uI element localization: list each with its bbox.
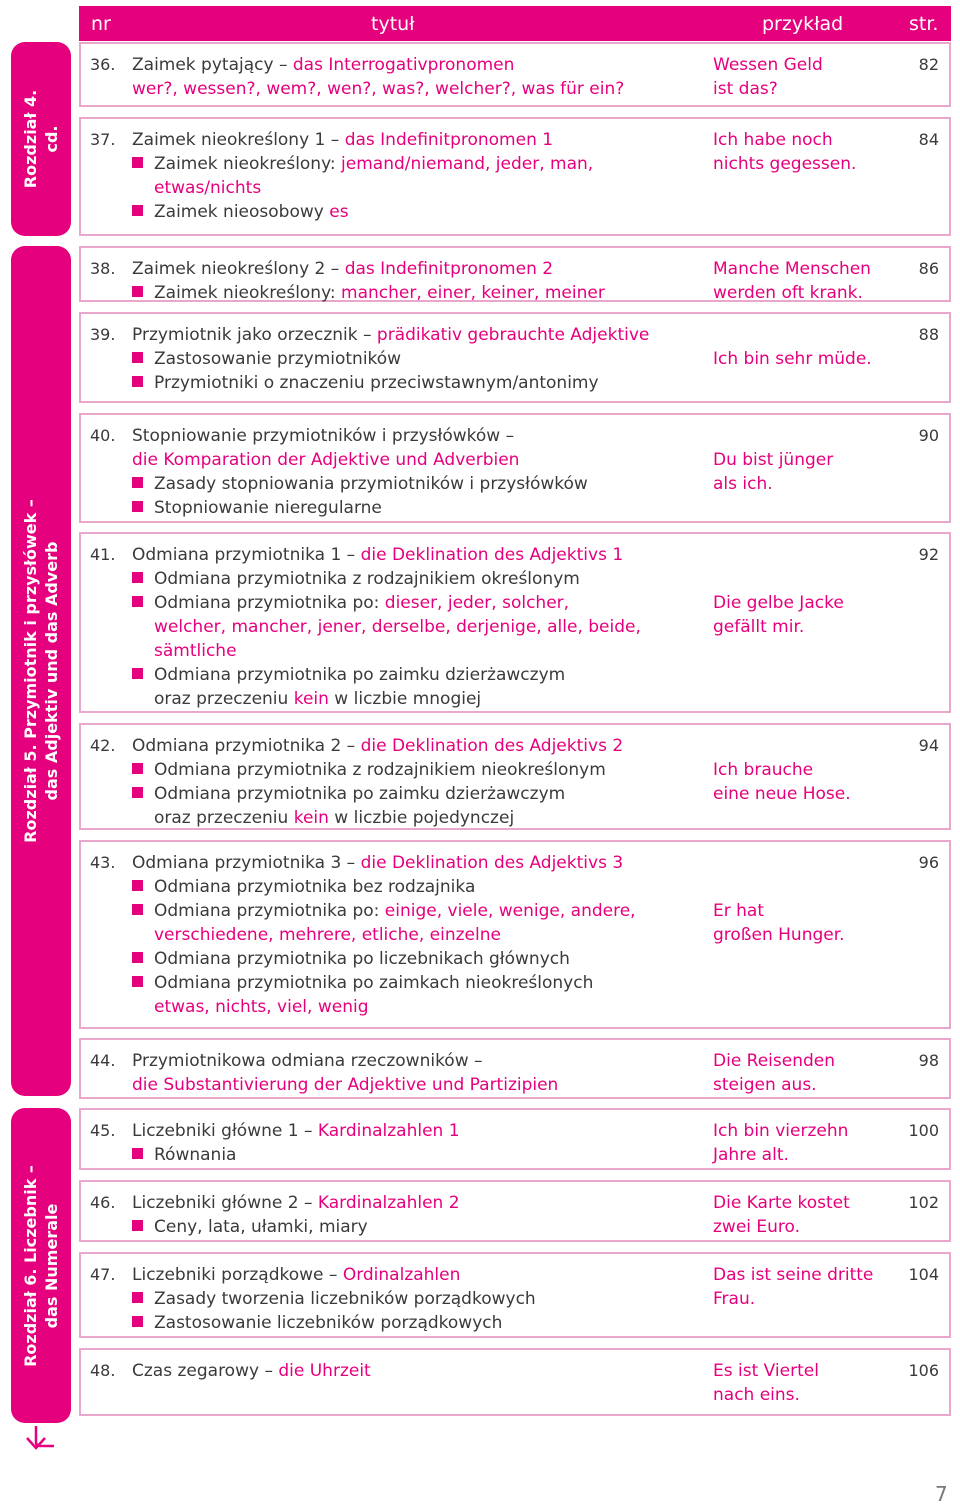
german-term: prädikativ gebrauchte Adjektive	[376, 325, 650, 345]
row-title	[132, 257, 692, 305]
row-example	[713, 1359, 883, 1407]
row-title	[132, 734, 692, 830]
example-line	[713, 851, 883, 875]
example-line: Frau.	[713, 1289, 756, 1309]
german-term: die Komparation der Adjektive und Adverbien	[132, 450, 520, 470]
polish-text: Czas zegarowy –	[132, 1361, 279, 1381]
polish-text: Odmiana przymiotnika po zaimku dzierżawczym	[154, 784, 566, 804]
polish-text: Zaimek nieokreślony 1 –	[132, 130, 345, 150]
example-line	[713, 567, 883, 591]
polish-text: Odmiana przymiotnika po zaimkach nieokreślonych	[154, 973, 594, 993]
row-title	[132, 851, 692, 1019]
polish-text: Odmiana przymiotnika 3 –	[132, 853, 361, 873]
polish-text: w liczbie pojedynczej	[328, 808, 515, 828]
row-example	[713, 1119, 883, 1167]
square-bullet-icon	[132, 205, 143, 216]
header-title: tytuł	[371, 13, 415, 35]
german-term: kein	[293, 689, 329, 709]
title-line	[132, 734, 692, 758]
chapter-sublabel: das Adjektiv und das Adverb	[42, 541, 61, 801]
row-title	[132, 424, 692, 520]
square-bullet-icon	[132, 376, 143, 387]
german-term: die Deklination des Adjektivs 1	[360, 545, 624, 565]
row-page: 82	[918, 55, 939, 74]
polish-text: Odmiana przymiotnika bez rodzajnika	[154, 877, 476, 897]
polish-text: Odmiana przymiotnika z rodzajnikiem nieokreślonym	[154, 760, 606, 780]
row-title	[132, 1191, 692, 1239]
title-line	[132, 591, 692, 615]
german-term: die Deklination des Adjektivs 2	[360, 736, 624, 756]
polish-text: w liczbie mnogiej	[328, 689, 482, 709]
example-line: zwei Euro.	[713, 1217, 801, 1237]
german-term: kein	[293, 808, 329, 828]
title-line	[132, 875, 692, 899]
row-example	[713, 1263, 883, 1311]
row-example	[713, 543, 883, 639]
german-term: sämtliche	[154, 641, 237, 661]
example-line	[713, 875, 883, 899]
arrow-down-icon	[24, 1424, 60, 1452]
example-line: Ich bin vierzehn	[713, 1121, 849, 1141]
german-term: die Uhrzeit	[278, 1361, 371, 1381]
row-page: 102	[908, 1193, 939, 1212]
square-bullet-icon	[132, 157, 143, 168]
german-term: welcher, mancher, jener, derselbe, derjenige, alle, beide,	[154, 617, 641, 637]
example-line: nichts gegessen.	[713, 154, 857, 174]
title-line	[132, 1073, 692, 1097]
square-bullet-icon	[132, 596, 143, 607]
polish-text: Ceny, lata, ułamki, miary	[154, 1217, 368, 1237]
page-number: 7	[935, 1482, 948, 1506]
title-line	[132, 1049, 692, 1073]
table-row	[79, 1038, 951, 1099]
title-line	[132, 496, 692, 520]
row-number: 45.	[90, 1121, 116, 1140]
title-line	[132, 782, 692, 806]
polish-text: Zaimek nieokreślony 2 –	[132, 259, 345, 279]
chapter-tab-6	[11, 1108, 71, 1423]
row-page: 98	[918, 1051, 939, 1070]
table-row	[79, 1348, 951, 1416]
polish-text: oraz przeczeniu	[154, 808, 294, 828]
example-line: Wessen Geld	[713, 55, 823, 75]
chapter-label: Rozdział 4.	[21, 89, 40, 189]
row-title	[132, 1263, 692, 1335]
title-line	[132, 899, 692, 923]
header-example: przykład	[762, 13, 844, 35]
chapter-sublabel: cd.	[42, 125, 61, 153]
row-page: 90	[918, 426, 939, 445]
title-line	[132, 615, 692, 639]
german-term: Kardinalzahlen 1	[317, 1121, 460, 1141]
polish-text: Odmiana przymiotnika po liczebnikach głównych	[154, 949, 570, 969]
title-line	[132, 663, 692, 687]
title-line	[132, 323, 692, 347]
square-bullet-icon	[132, 952, 143, 963]
square-bullet-icon	[132, 668, 143, 679]
example-line: Manche Menschen	[713, 259, 871, 279]
german-term: das Interrogativpronomen	[292, 55, 515, 75]
chapter-sublabel: das Numerale	[42, 1203, 61, 1328]
row-number: 37.	[90, 130, 116, 149]
row-title	[132, 1119, 692, 1167]
example-line: großen Hunger.	[713, 925, 845, 945]
square-bullet-icon	[132, 976, 143, 987]
example-line: ist das?	[713, 79, 778, 99]
title-line	[132, 424, 692, 448]
title-line	[132, 176, 692, 200]
title-line	[132, 1143, 692, 1167]
row-example	[713, 1049, 883, 1097]
table-row	[79, 246, 951, 302]
table-row	[79, 1108, 951, 1170]
chapter-tab-4	[11, 42, 71, 236]
title-line	[132, 53, 692, 77]
row-title	[132, 53, 692, 101]
row-example	[713, 1191, 883, 1239]
polish-text: Przymiotnikowa odmiana rzeczowników –	[132, 1051, 483, 1071]
german-term: das Indefinitpronomen 2	[344, 259, 554, 279]
row-example	[713, 257, 883, 305]
polish-text: Liczebniki główne 2 –	[132, 1193, 318, 1213]
chapter-label: Rozdział 5. Przymiotnik i przysłówek –	[21, 499, 40, 843]
title-line	[132, 347, 692, 371]
row-title	[132, 1359, 692, 1383]
row-example	[713, 851, 883, 947]
polish-text: Przymiotnik jako orzecznik –	[132, 325, 377, 345]
table-row	[79, 413, 951, 523]
example-line: eine neue Hose.	[713, 784, 851, 804]
title-line	[132, 257, 692, 281]
example-line	[713, 734, 883, 758]
example-line: Die Reisenden	[713, 1051, 836, 1071]
row-example	[713, 734, 883, 806]
example-line: als ich.	[713, 474, 773, 494]
row-page: 96	[918, 853, 939, 872]
row-title	[132, 128, 692, 224]
example-line: Die gelbe Jacke	[713, 593, 844, 613]
title-line	[132, 1191, 692, 1215]
example-line: Die Karte kostet	[713, 1193, 850, 1213]
square-bullet-icon	[132, 880, 143, 891]
square-bullet-icon	[132, 904, 143, 915]
title-line	[132, 472, 692, 496]
german-term: Kardinalzahlen 2	[317, 1193, 460, 1213]
example-line: Das ist seine dritte	[713, 1265, 874, 1285]
german-term: die Substantivierung der Adjektive und Partizipien	[132, 1075, 559, 1095]
row-number: 43.	[90, 853, 116, 872]
table-row	[79, 42, 951, 107]
row-number: 47.	[90, 1265, 116, 1284]
title-line	[132, 543, 692, 567]
table-row	[79, 532, 951, 713]
title-line	[132, 923, 692, 947]
example-line: Er hat	[713, 901, 764, 921]
title-line	[132, 1287, 692, 1311]
row-number: 42.	[90, 736, 116, 755]
polish-text: Zastosowanie liczebników porządkowych	[154, 1313, 503, 1333]
example-line: nach eins.	[713, 1385, 800, 1405]
square-bullet-icon	[132, 501, 143, 512]
row-page: 92	[918, 545, 939, 564]
row-example	[713, 53, 883, 101]
example-line	[713, 424, 883, 448]
square-bullet-icon	[132, 1292, 143, 1303]
example-line: Jahre alt.	[713, 1145, 789, 1165]
title-line	[132, 567, 692, 591]
german-term: einige, viele, wenige, andere,	[384, 901, 636, 921]
title-line	[132, 77, 692, 101]
title-line	[132, 758, 692, 782]
row-number: 41.	[90, 545, 116, 564]
title-line	[132, 1263, 692, 1287]
row-example	[713, 424, 883, 496]
row-page: 86	[918, 259, 939, 278]
polish-text: Odmiana przymiotnika 1 –	[132, 545, 361, 565]
title-line	[132, 1215, 692, 1239]
chapter-tab-5	[11, 246, 71, 1096]
polish-text: Liczebniki główne 1 –	[132, 1121, 318, 1141]
title-line	[132, 128, 692, 152]
square-bullet-icon	[132, 763, 143, 774]
german-term: dieser, jeder, solcher,	[384, 593, 570, 613]
polish-text: Odmiana przymiotnika po:	[154, 593, 385, 613]
polish-text: Zastosowanie przymiotników	[154, 349, 402, 369]
square-bullet-icon	[132, 286, 143, 297]
polish-text: Zaimek nieokreślony:	[154, 283, 342, 303]
german-term: etwas, nichts, viel, wenig	[154, 997, 369, 1017]
row-page: 88	[918, 325, 939, 344]
example-line: steigen aus.	[713, 1075, 817, 1095]
header-nr: nr	[91, 13, 111, 35]
example-line	[713, 323, 883, 347]
title-line	[132, 1311, 692, 1335]
square-bullet-icon	[132, 1316, 143, 1327]
title-line	[132, 806, 692, 830]
polish-text: Zaimek nieosobowy	[154, 202, 330, 222]
german-term: wer?, wessen?, wem?, wen?, was?, welcher?, was für ein?	[132, 79, 625, 99]
polish-text: oraz przeczeniu	[154, 689, 294, 709]
polish-text: Stopniowanie przymiotników i przysłówków –	[132, 426, 515, 446]
header-page: str.	[909, 13, 939, 35]
square-bullet-icon	[132, 1220, 143, 1231]
polish-text: Równania	[154, 1145, 237, 1165]
example-line: Du bist jünger	[713, 450, 834, 470]
german-term: verschiedene, mehrere, etliche, einzelne	[154, 925, 501, 945]
polish-text: Zaimek nieokreślony:	[154, 154, 342, 174]
title-line	[132, 687, 692, 711]
table-row	[79, 1180, 951, 1242]
square-bullet-icon	[132, 787, 143, 798]
title-line	[132, 281, 692, 305]
example-line: gefällt mir.	[713, 617, 805, 637]
row-number: 40.	[90, 426, 116, 445]
row-page: 106	[908, 1361, 939, 1380]
title-line	[132, 971, 692, 995]
example-line: Ich habe noch	[713, 130, 833, 150]
row-page: 84	[918, 130, 939, 149]
title-line	[132, 947, 692, 971]
row-page: 100	[908, 1121, 939, 1140]
title-line	[132, 639, 692, 663]
chapter-label: Rozdział 6. Liczebnik –	[21, 1164, 40, 1367]
german-term: jemand/niemand, jeder, man,	[341, 154, 594, 174]
polish-text: Odmiana przymiotnika 2 –	[132, 736, 361, 756]
row-number: 38.	[90, 259, 116, 278]
title-line	[132, 371, 692, 395]
title-line	[132, 152, 692, 176]
title-line	[132, 200, 692, 224]
polish-text: Odmiana przymiotnika po:	[154, 901, 385, 921]
square-bullet-icon	[132, 572, 143, 583]
table-row	[79, 117, 951, 236]
row-page: 104	[908, 1265, 939, 1284]
german-term: Ordinalzahlen	[342, 1265, 461, 1285]
german-term: mancher, einer, keiner, meiner	[341, 283, 605, 303]
title-line	[132, 1359, 692, 1383]
example-line: Es ist Viertel	[713, 1361, 819, 1381]
title-line	[132, 851, 692, 875]
square-bullet-icon	[132, 352, 143, 363]
table-row	[79, 723, 951, 830]
row-number: 46.	[90, 1193, 116, 1212]
row-title	[132, 543, 692, 711]
german-term: das Indefinitpronomen 1	[344, 130, 554, 150]
row-number: 44.	[90, 1051, 116, 1070]
row-title	[132, 1049, 692, 1097]
row-page: 94	[918, 736, 939, 755]
title-line	[132, 1119, 692, 1143]
example-line: werden oft krank.	[713, 283, 863, 303]
table-row	[79, 1252, 951, 1338]
square-bullet-icon	[132, 477, 143, 488]
square-bullet-icon	[132, 1148, 143, 1159]
row-number: 39.	[90, 325, 116, 344]
polish-text: Przymiotniki o znaczeniu przeciwstawnym/antonimy	[154, 373, 599, 393]
polish-text: Liczebniki porządkowe –	[132, 1265, 343, 1285]
row-example	[713, 128, 883, 176]
row-number: 48.	[90, 1361, 116, 1380]
title-line	[132, 995, 692, 1019]
polish-text: Stopniowanie nieregularne	[154, 498, 382, 518]
row-number: 36.	[90, 55, 116, 74]
example-line	[713, 543, 883, 567]
german-term: es	[329, 202, 349, 222]
polish-text: Odmiana przymiotnika po zaimku dzierżawczym	[154, 665, 566, 685]
table-header	[79, 6, 951, 41]
example-line: Ich bin sehr müde.	[713, 349, 872, 369]
title-line	[132, 448, 692, 472]
table-row	[79, 840, 951, 1029]
german-term: etwas/nichts	[154, 178, 262, 198]
polish-text: Zaimek pytający –	[132, 55, 293, 75]
polish-text: Zasady stopniowania przymiotników i przysłówków	[154, 474, 588, 494]
german-term: die Deklination des Adjektivs 3	[360, 853, 624, 873]
table-row	[79, 312, 951, 403]
row-title	[132, 323, 692, 395]
polish-text: Zasady tworzenia liczebników porządkowych	[154, 1289, 536, 1309]
row-example	[713, 323, 883, 371]
example-line: Ich brauche	[713, 760, 814, 780]
polish-text: Odmiana przymiotnika z rodzajnikiem określonym	[154, 569, 580, 589]
